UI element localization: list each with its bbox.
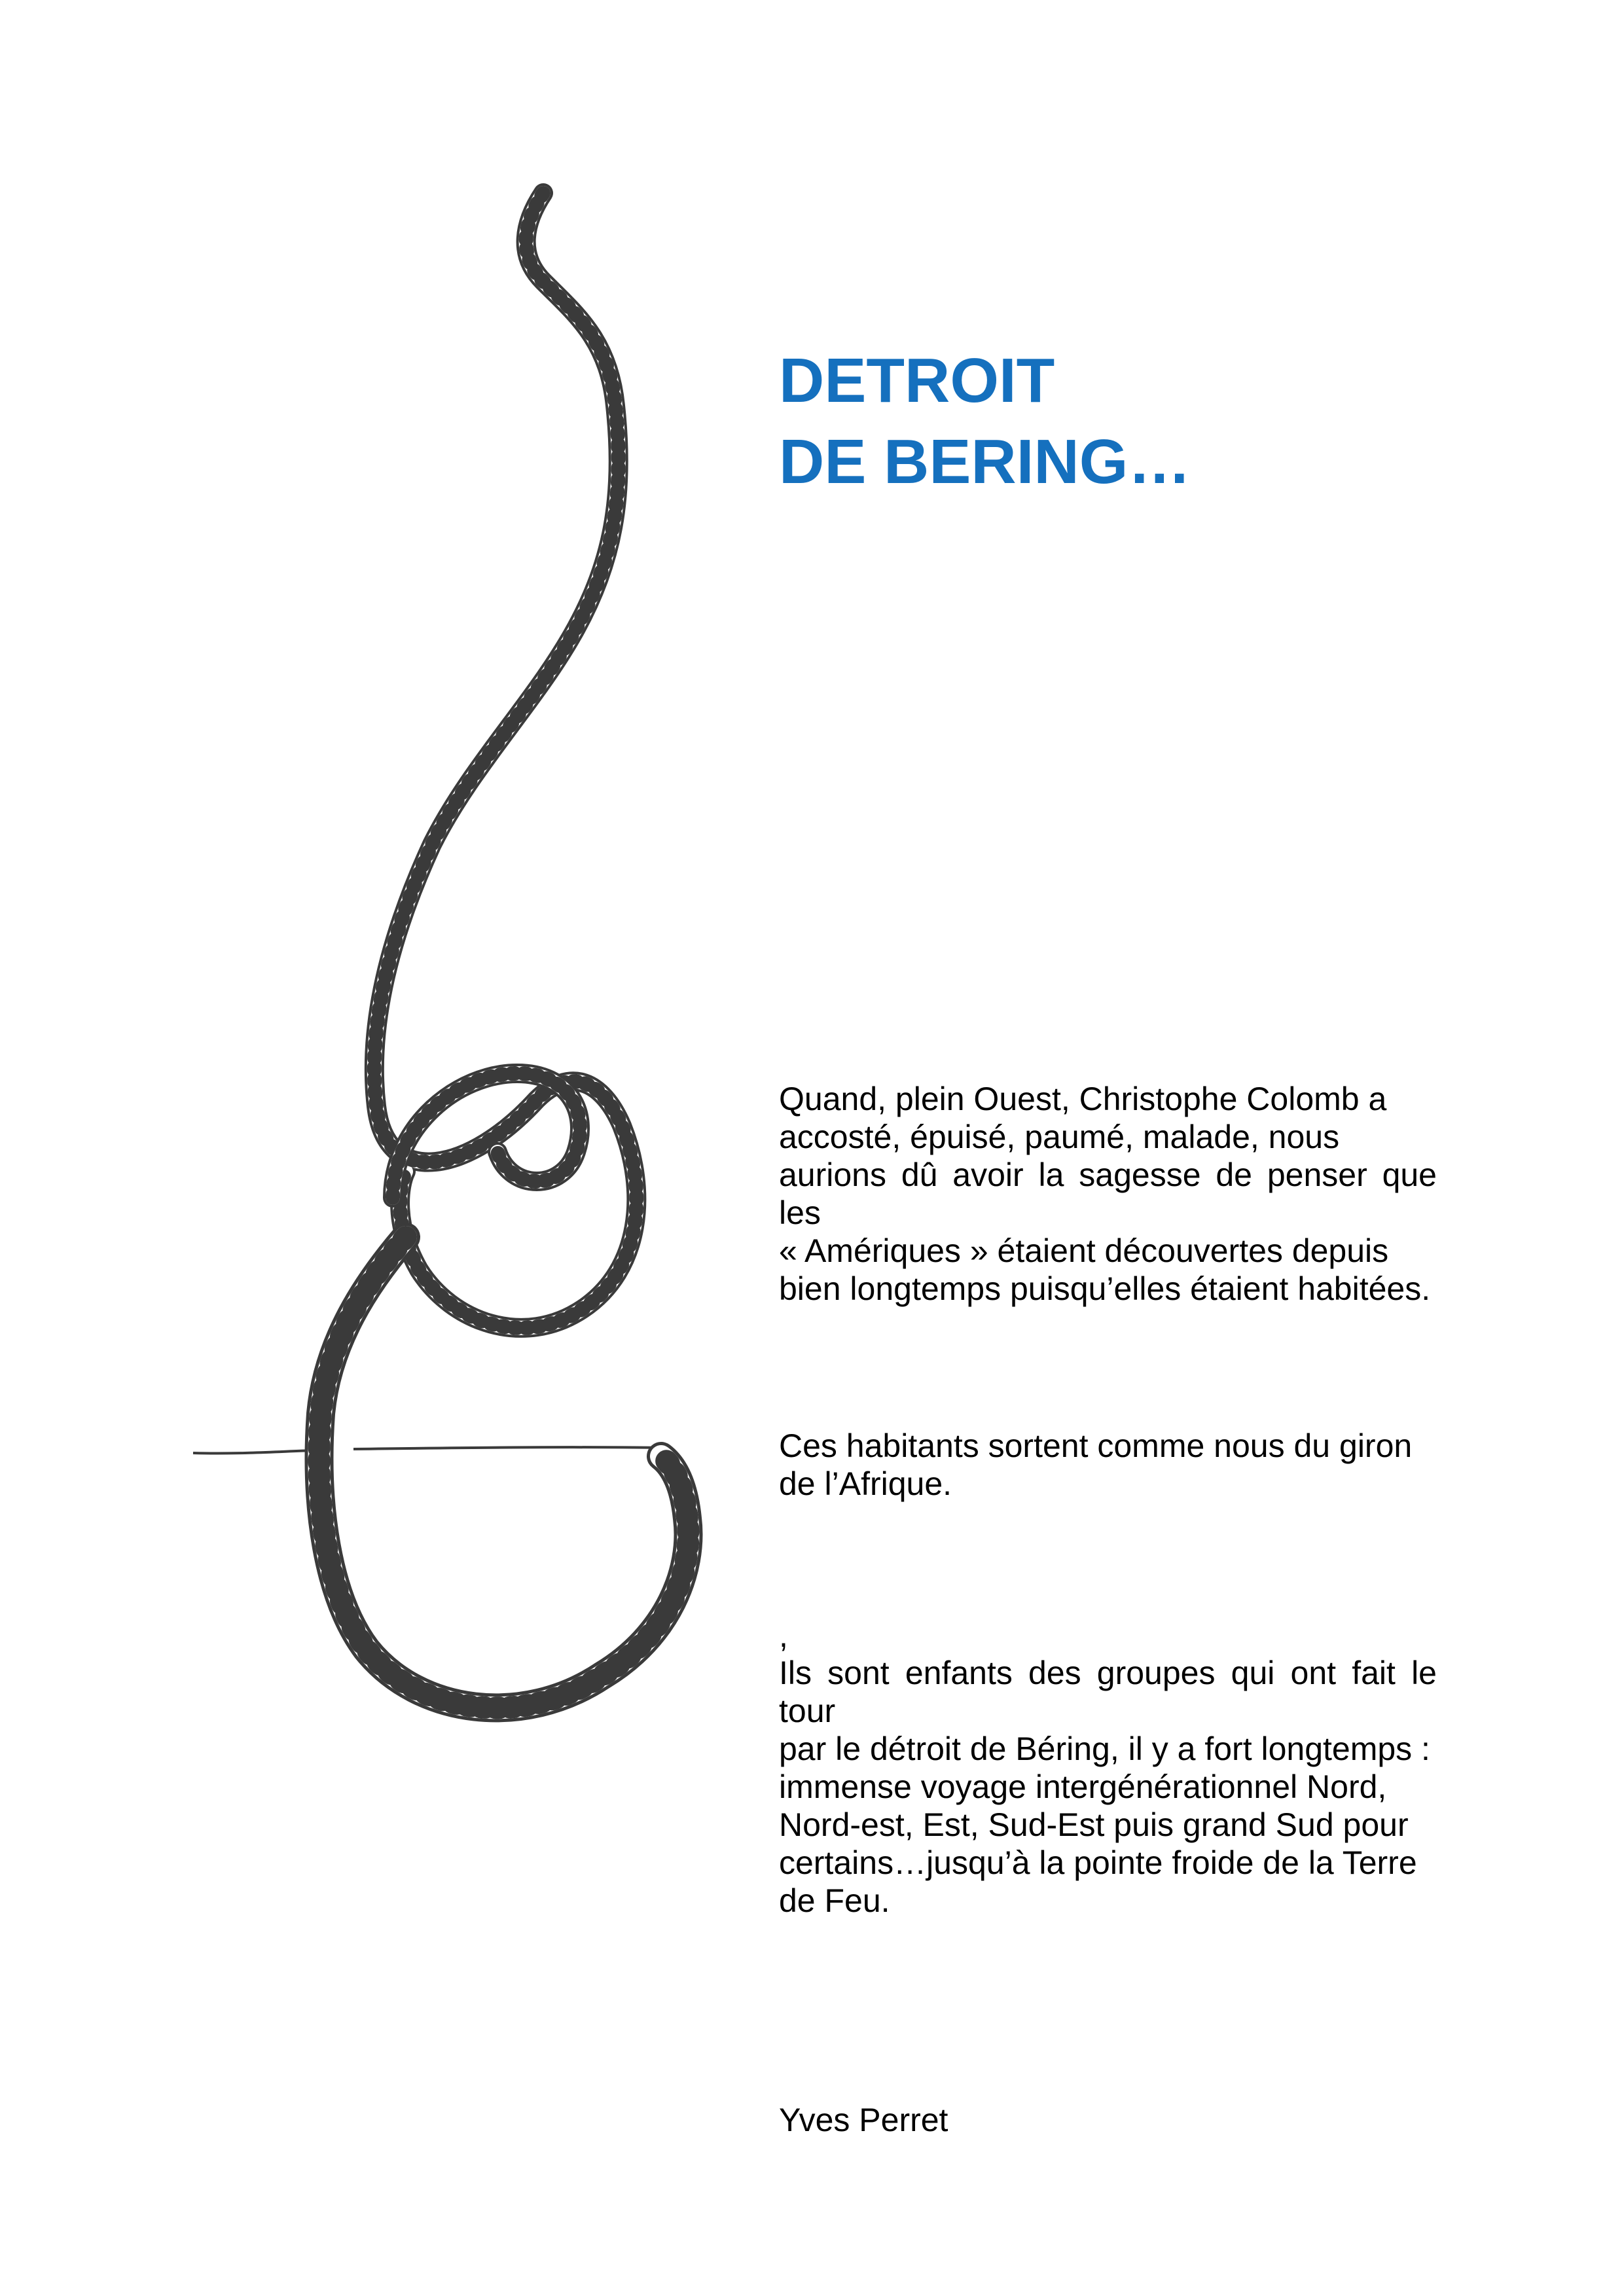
title-line-2: DE BERING… — [779, 427, 1191, 497]
text-line: de l’Afrique. — [779, 1465, 952, 1502]
stray-comma: , — [779, 1617, 788, 1654]
text-line: accosté, épuisé, paumé, malade, nous — [779, 1119, 1340, 1155]
author-signature: Yves Perret — [779, 2102, 948, 2138]
rope-strands — [319, 193, 689, 1708]
text-line: « Amériques » étaient découvertes depuis — [779, 1232, 1389, 1269]
page-title — [779, 340, 1499, 503]
text-line: certains…jusqu’à la pointe froide de la Terre — [779, 1844, 1417, 1881]
paragraph-afrique — [779, 1427, 1437, 1503]
text-line: Ils sont enfants des groupes qui ont fait le tour — [779, 1655, 1437, 1729]
title-line-1: DETROIT — [779, 346, 1055, 416]
text-line: par le détroit de Béring, il y a fort longtemps : — [779, 1731, 1430, 1767]
text-line: de Feu. — [779, 1882, 890, 1919]
text-line: immense voyage intergénérationnel Nord, — [779, 1768, 1387, 1805]
text-line: Nord-est, Est, Sud-Est puis grand Sud pour — [779, 1806, 1409, 1843]
paragraph-colomb — [779, 1080, 1437, 1308]
text-line: bien longtemps puisqu’elles étaient habitées. — [779, 1270, 1431, 1307]
thin-line — [193, 1450, 314, 1454]
text-line: aurions dû avoir la sagesse de penser que les — [779, 1157, 1437, 1231]
text-line: Ces habitants sortent comme nous du giron — [779, 1427, 1413, 1464]
thin-line-cross — [353, 1447, 661, 1449]
paragraph-bering — [779, 1654, 1437, 1920]
text-line: Quand, plein Ouest, Christophe Colomb a — [779, 1081, 1387, 1117]
